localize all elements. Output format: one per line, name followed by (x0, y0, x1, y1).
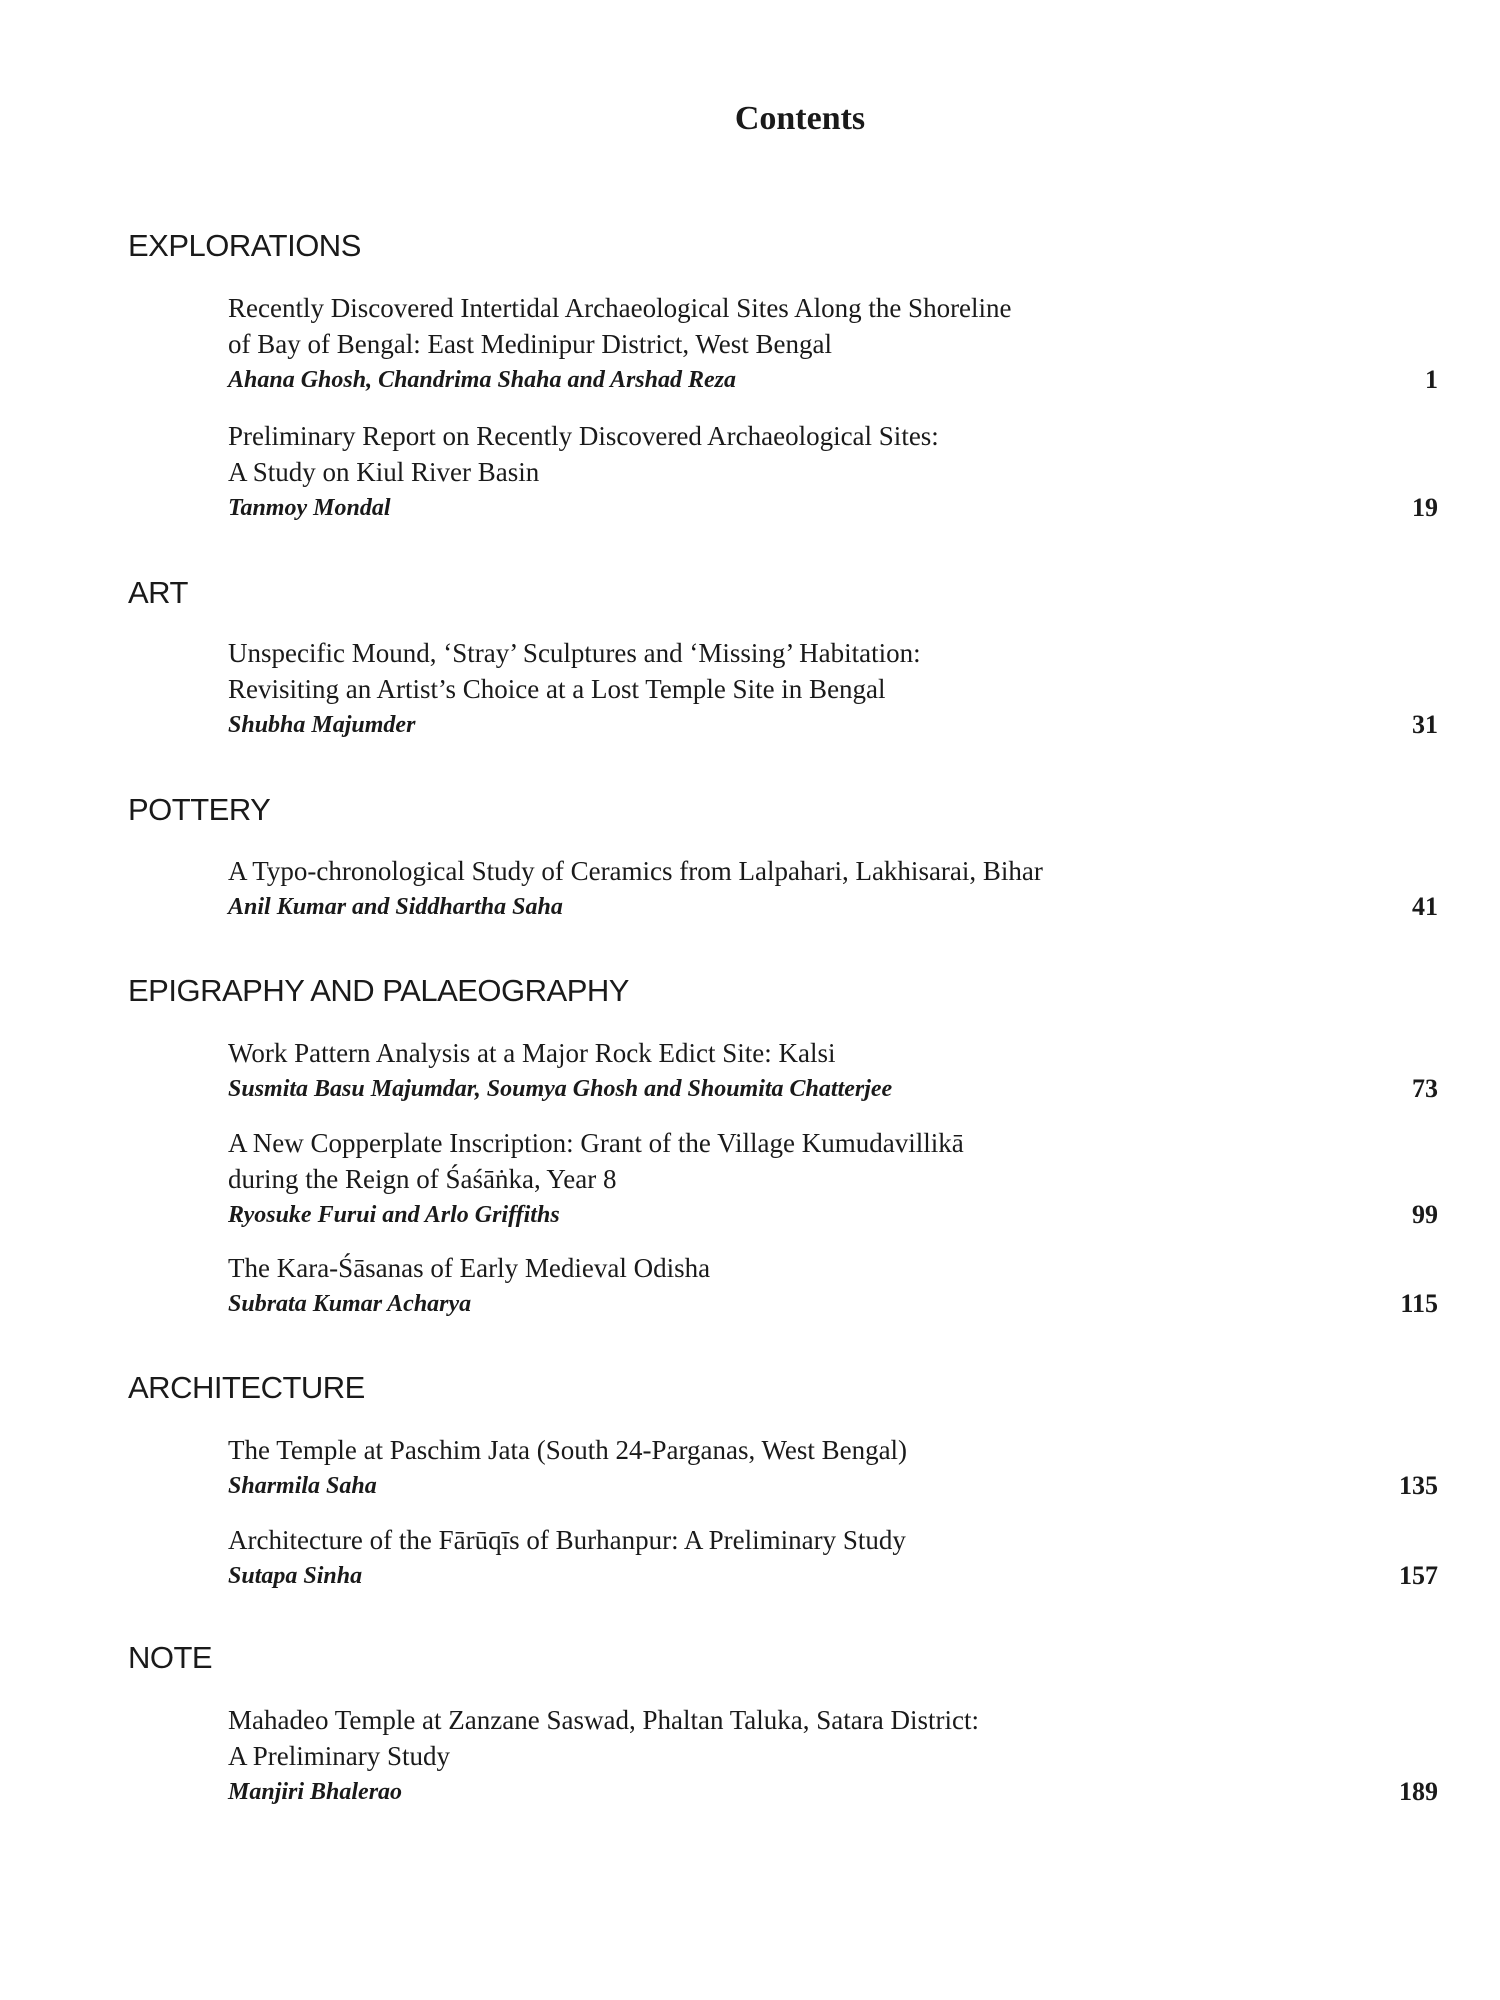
entry-page-number: 31 (1412, 710, 1438, 739)
toc-entry[interactable] (228, 1035, 1438, 1107)
entry-title-line: A Study on Kiul River Basin (228, 457, 540, 487)
entry-authors: Anil Kumar and Siddhartha Saha (228, 894, 563, 920)
entry-authors: Susmita Basu Majumdar, Soumya Ghosh and Shoumita Chatterjee (228, 1076, 893, 1102)
toc-entry[interactable] (228, 635, 1438, 743)
section-heading-architecture: ARCHITECTURE (128, 1370, 365, 1405)
section-heading-art: ART (128, 575, 188, 610)
entry-title-line: Mahadeo Temple at Zanzane Saswad, Phaltan Taluka, Satara District: (228, 1705, 979, 1735)
toc-entry[interactable] (228, 1522, 1438, 1594)
entry-page-number: 157 (1399, 1561, 1438, 1590)
entry-title-line: Preliminary Report on Recently Discovered Archaeological Sites: (228, 421, 939, 451)
entry-page-number: 115 (1400, 1289, 1438, 1318)
entry-title-line: Recently Discovered Intertidal Archaeological Sites Along the Shoreline (228, 293, 1012, 323)
section-heading-note: NOTE (128, 1640, 213, 1675)
toc-entry[interactable] (228, 290, 1438, 398)
entry-title-line: The Temple at Paschim Jata (South 24-Parganas, West Bengal) (228, 1435, 908, 1465)
entry-page-number: 73 (1412, 1074, 1438, 1103)
entry-title-line: during the Reign of Śaśāṅka, Year 8 (228, 1164, 617, 1194)
section-heading-pottery: POTTERY (128, 792, 271, 827)
entry-page-number: 1 (1425, 365, 1438, 394)
entry-authors: Sutapa Sinha (228, 1563, 363, 1589)
entry-authors: Subrata Kumar Acharya (228, 1291, 472, 1317)
entry-page-number: 135 (1399, 1471, 1438, 1500)
entry-title-line: A Preliminary Study (228, 1741, 450, 1771)
section-heading-explorations: EXPLORATIONS (128, 228, 361, 263)
entry-title-line: A Typo-chronological Study of Ceramics from Lalpahari, Lakhisarai, Bihar (228, 856, 1043, 886)
toc-entry[interactable] (228, 1125, 1438, 1233)
toc-entry[interactable] (228, 1432, 1438, 1504)
entry-title-line: Work Pattern Analysis at a Major Rock Edict Site: Kalsi (228, 1038, 836, 1068)
toc-entry[interactable] (228, 853, 1438, 925)
entry-title-line: Unspecific Mound, ‘Stray’ Sculptures and ‘Missing’ Habitation: (228, 638, 921, 668)
entry-page-number: 189 (1399, 1777, 1438, 1806)
entry-page-number: 19 (1412, 493, 1438, 522)
entry-title-line: The Kara-Śāsanas of Early Medieval Odisha (228, 1253, 711, 1283)
entry-authors: Sharmila Saha (228, 1473, 377, 1499)
entry-page-number: 41 (1412, 892, 1438, 921)
entry-authors: Shubha Majumder (228, 712, 416, 738)
page-title: Contents (734, 100, 866, 137)
entry-title-line: Architecture of the Fārūqīs of Burhanpur: A Preliminary Study (228, 1525, 906, 1555)
entry-authors: Tanmoy Mondal (228, 495, 391, 521)
toc-entry[interactable] (228, 418, 1438, 526)
toc-entry[interactable] (228, 1702, 1438, 1810)
section-heading-epigraphy: EPIGRAPHY AND PALAEOGRAPHY (128, 973, 629, 1008)
entry-title-line: Revisiting an Artist’s Choice at a Lost Temple Site in Bengal (228, 674, 886, 704)
entry-authors: Manjiri Bhalerao (228, 1779, 403, 1805)
entry-page-number: 99 (1412, 1200, 1438, 1229)
toc-entry[interactable] (228, 1250, 1438, 1322)
entry-title-line: of Bay of Bengal: East Medinipur District, West Bengal (228, 329, 832, 359)
entry-authors: Ryosuke Furui and Arlo Griffiths (228, 1202, 560, 1228)
entry-title-line: A New Copperplate Inscription: Grant of the Village Kumudavillikā (228, 1128, 964, 1158)
entry-authors: Ahana Ghosh, Chandrima Shaha and Arshad Reza (228, 367, 736, 393)
